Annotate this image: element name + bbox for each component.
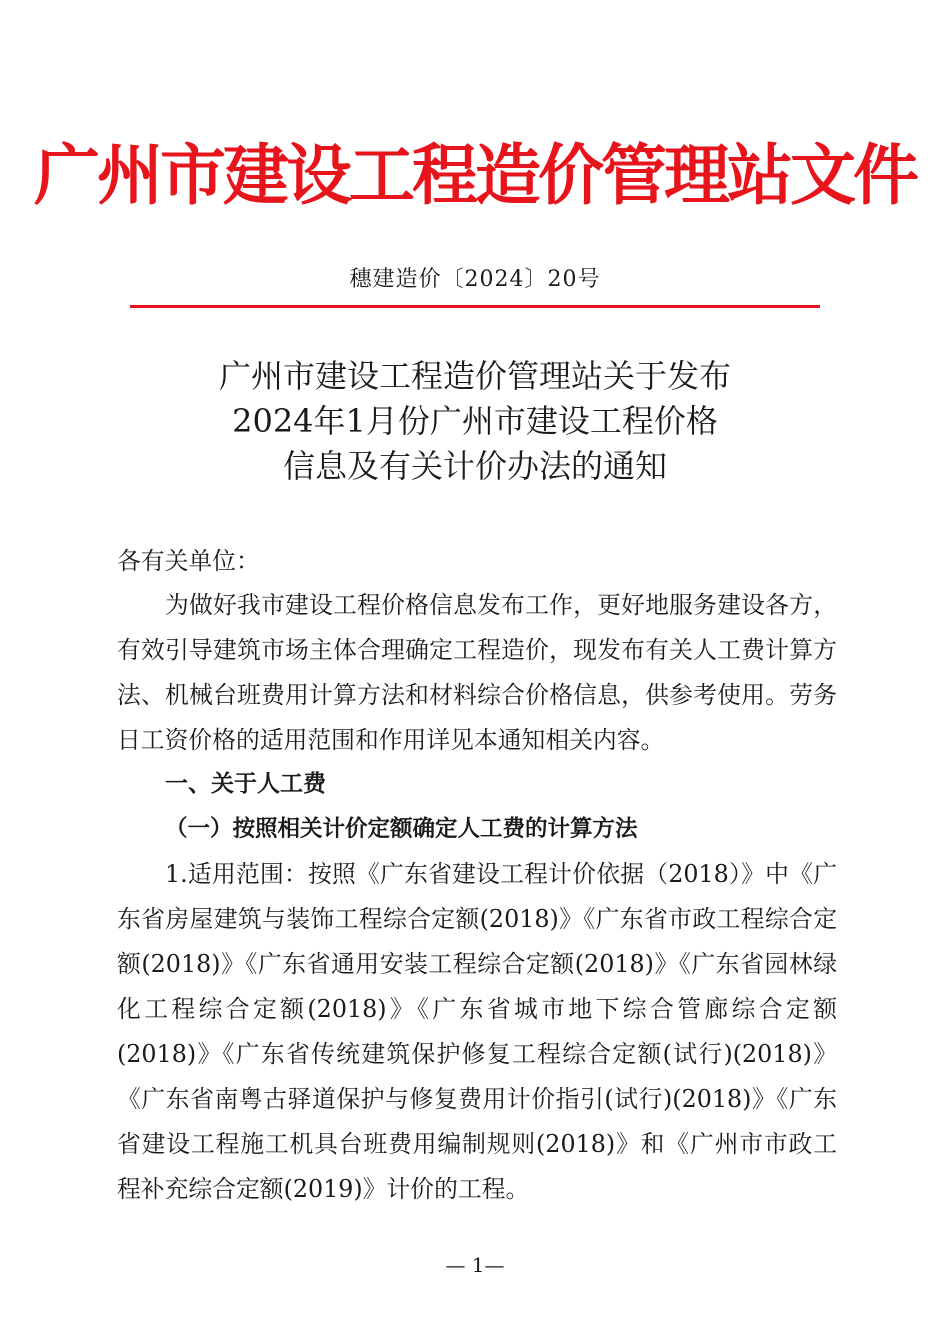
red-divider-line	[130, 305, 820, 308]
document-number: 穗建造价〔2024〕20号	[349, 267, 601, 292]
notice-title-line-3: 信息及有关计价办法的通知	[282, 447, 667, 485]
subsection-heading-calculation-method: （一）按照相关计价定额确定人工费的计算方法	[165, 816, 638, 842]
agency-header-title: 广州市建设工程造价管理站文件	[34, 137, 916, 214]
notice-title	[0, 354, 950, 489]
scope-paragraph: 1.适用范围：按照《广东省建设工程计价依据（2018）》中《广东省房屋建筑与装饰工程综合定额(2018)》《广东省市政工程综合定额(2018)》《广东省通用安装工程综合定额(2018)》《广东省园林绿化工程综合定额(2018)》《广东省城市地下综合管廊综合定额(2018)》《广东省传统建筑保护修复工程综合定额(试行)(2018)》《广东省南粤古驿道保护与修复费用计价指引(试行)(2018)》《广东省建设工程施工机具台班费用编制规则(2018)》和《广州市市政工程补充综合定额(2019)》计价的工程。	[117, 860, 837, 1203]
notice-title-line-2: 2024年1月份广州市建设工程价格	[232, 402, 718, 440]
notice-title-line-1: 广州市建设工程造价管理站关于发布	[218, 357, 731, 395]
section-heading-labor-cost: 一、关于人工费	[165, 771, 326, 797]
page-number: — 1—	[445, 1253, 505, 1277]
salutation: 各有关单位：	[117, 547, 260, 575]
intro-paragraph: 为做好我市建设工程价格信息发布工作，更好地服务建设各方，有效引导建筑市场主体合理确定工程造价，现发布有关人工费计算方法、机械台班费用计算方法和材料综合价格信息，供参考使用。劳务日工资价格的适用范围和作用详见本通知相关内容。	[117, 591, 837, 754]
